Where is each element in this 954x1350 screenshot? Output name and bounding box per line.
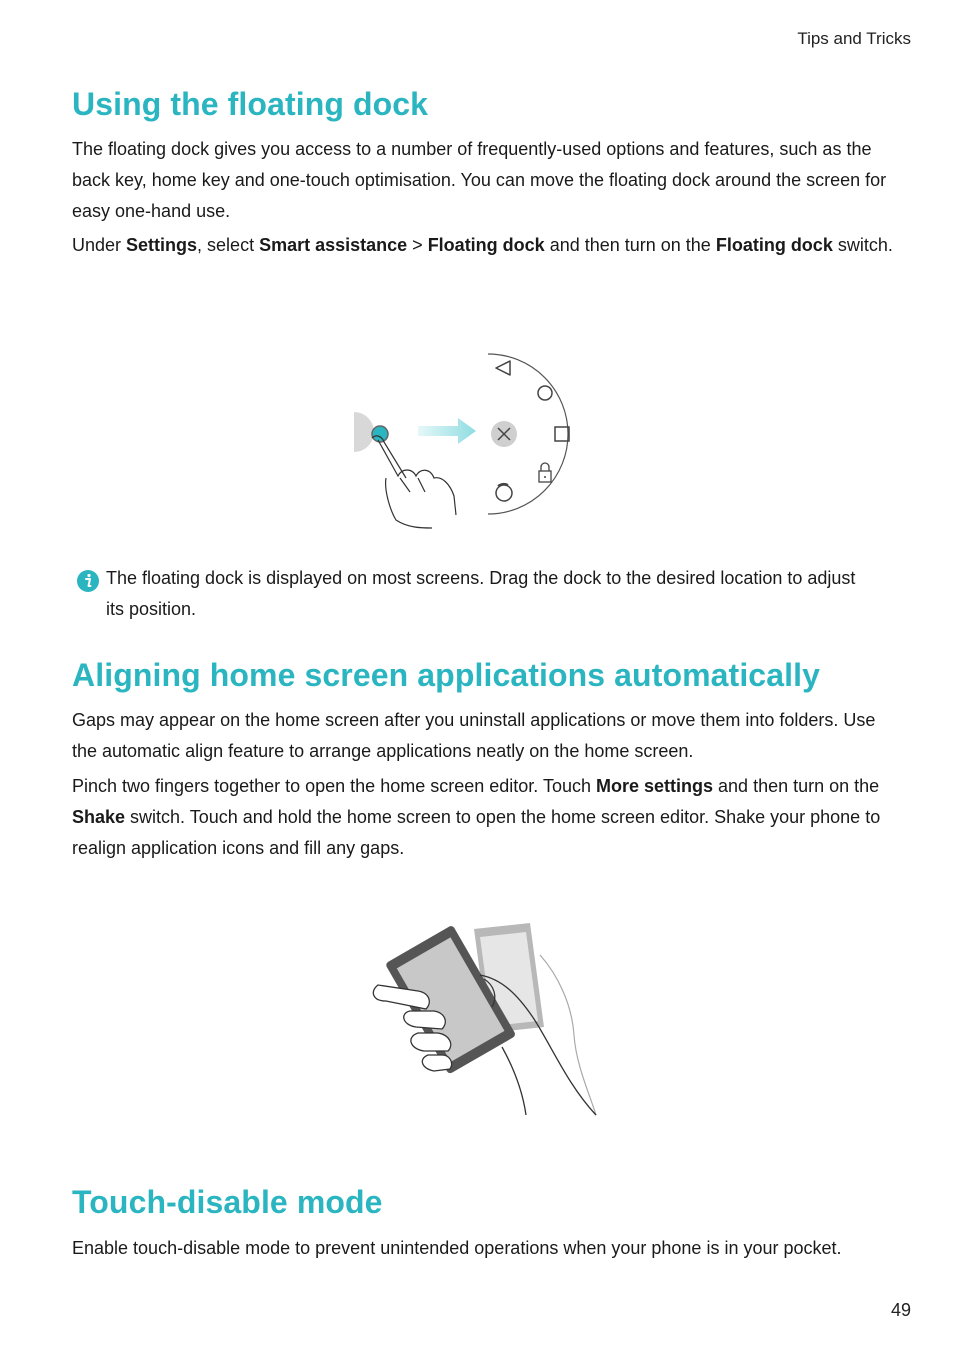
switch-shake: Shake (72, 807, 126, 827)
section-title-touch-disable: Touch-disable mode (72, 1184, 383, 1220)
section-title-auto-align: Aligning home screen applications automatically (72, 657, 820, 693)
arrow-icon (418, 418, 476, 444)
pointing-hand (378, 440, 456, 528)
page-number: 49 (890, 1300, 911, 1320)
floating-dock-illustration (350, 350, 595, 535)
touch-disable-intro: Enable touch-disable mode to prevent unintended operations when your phone is in your pocket. (72, 1238, 842, 1258)
menu-more-settings: More settings (596, 776, 714, 796)
floating-dock-steps: Under Settings, select Smart assistance > Floating dock and then turn on the Floating dock switch. (72, 235, 893, 255)
auto-align-steps: Pinch two fingers together to open the home screen editor. Touch More settings and then turn on the Shake switch. Touch and hold the home screen to open the home screen editor. Shake your phone to realign application icons and fill any gaps. (72, 776, 881, 858)
floating-dock-intro: The floating dock gives you access to a number of frequently-used options and features, such as the back key, home key and one-touch optimisation. You can move the floating dock around the screen for easy one-hand use. (72, 139, 887, 221)
page-header: Tips and Tricks (797, 29, 911, 48)
back-icon (496, 361, 510, 375)
tip-note (76, 563, 876, 625)
menu-floating-dock: Floating dock (427, 235, 545, 255)
optimise-icon (496, 484, 512, 501)
shake-phone-illustration (362, 915, 602, 1120)
info-icon (76, 569, 100, 593)
dock-ball (372, 426, 388, 442)
home-icon (538, 386, 552, 400)
tip-note-text: The floating dock is displayed on most screens. Drag the dock to the desired location to adjust its position. (106, 568, 856, 619)
lock-icon (539, 463, 551, 482)
recents-icon (555, 427, 569, 441)
auto-align-intro: Gaps may appear on the home screen after you uninstall applications or move them into folders. Use the automatic align feature to arrange applications neatly on the home screen. (72, 710, 876, 761)
menu-smart-assistance: Smart assistance (259, 235, 408, 255)
menu-settings: Settings (126, 235, 198, 255)
section-title-floating-dock: Using the floating dock (72, 86, 429, 122)
switch-floating-dock: Floating dock (715, 235, 833, 255)
